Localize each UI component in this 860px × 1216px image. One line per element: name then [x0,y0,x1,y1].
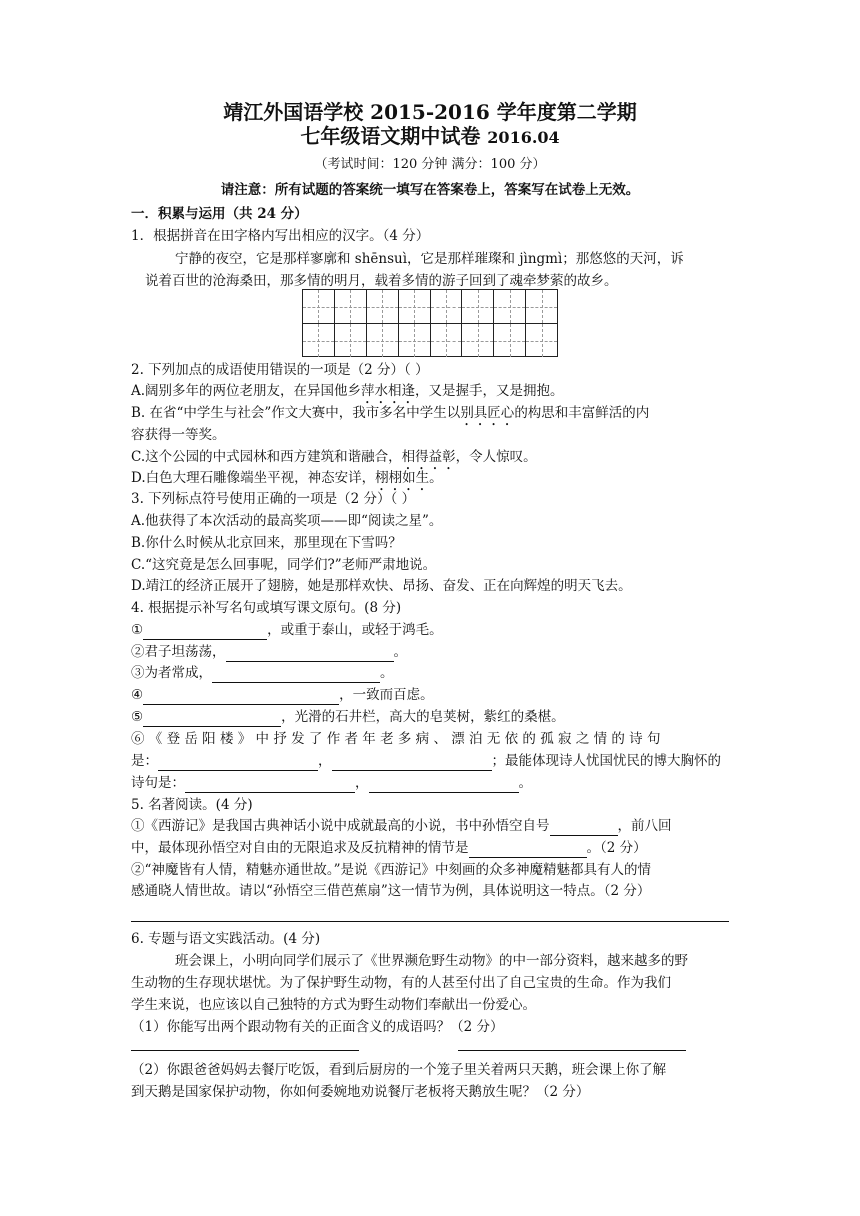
answer-blank[interactable] [143,690,339,705]
q3-prompt: 3. 下列标点符号使用正确的一项是（2 分）（ ） [131,491,416,507]
q2-prompt: 2. 下列加点的成语使用错误的一项是（2 分）（ ） [131,362,429,378]
answer-blank[interactable] [469,843,587,858]
q3-option-b: B.你什么时候从北京回来，那里现在下雪吗？ [131,535,402,551]
answer-blank[interactable] [332,756,492,771]
q6-para-line3: 学生来说，也应该以自己独特的方式为野生动物们奉献出一份爱心。 [131,997,536,1013]
q6-prompt: 6. 专题与语文实践活动。(4 分) [131,931,321,947]
q4-line7: 是： ， ；最能体现诗人忧国忧民的博大胸怀的 [131,753,721,769]
q2-c-idiom: 相得益彰 [401,449,456,465]
exam-title-text: 七年级语文期中试卷 [300,124,481,148]
q2-option-b: B. 在省“中学生与社会”作文大赛中，我市多名中学生以别具匠心的构思和丰富鲜活的内 [131,405,650,421]
q5-line3: ②“神魔皆有人情，精魅亦通世故。”是说《西游记》中刻画的众多神魔精魅都具有人的情 [131,862,652,878]
q3-option-d: D.靖江的经济正展开了翅膀，她是那样欢快、昂扬、奋发、正在向辉煌的明天飞去。 [131,578,632,594]
q1-prompt: 1．根据拼音在田字格内写出相应的汉字。（4 分） [131,228,430,244]
exam-date: 2016.04 [487,128,560,147]
exam-notice: 请注意：所有试题的答案统一填写在答案卷上，答案写在试卷上无效。 [220,182,640,198]
q6-sub2-line2: 到天鹅是国家保护动物，你如何委婉地劝说餐厅老板将天鹅放生呢？（2 分） [131,1084,590,1100]
q2-option-d: D.白色大理石雕像端坐平视，神态安详，栩栩如生。 [131,470,443,486]
q4-line5: ⑤ ，光滑的石井栏，高大的皂荚树，紫红的桑椹。 [131,709,565,725]
section-heading: 一．积累与运用（共 24 分） [131,206,308,222]
q3-option-c: C.“这究竟是怎么回事呢，同学们?”老师严肃地说。 [131,557,437,573]
q1-text-line2: 说着百世的沧海桑田，那多情的明月，载着多情的游子回到了魂牵梦萦的故乡。 [145,273,618,289]
q6-sub1: （1）你能写出两个跟动物有关的正面含义的成语吗？（2 分） [131,1019,504,1035]
answer-line[interactable] [131,1050,359,1051]
exam-info: （考试时间：120 分钟 满分：100 分） [314,157,546,172]
q2-option-c: C.这个公园的中式园林和西方建筑和谐融合，相得益彰，令人惊叹。 [131,449,537,465]
q2-option-b-cont: 容获得一等奖。 [131,427,226,443]
answer-blank[interactable] [212,668,380,683]
q2-option-a: A.阔别多年的两位老朋友，在异国他乡萍水相逢，又是握手，又是拥抱。 [131,383,564,399]
q2-a-idiom: 萍水相逢 [361,383,416,399]
exam-title-line1: 靖江外国语学校 2015-2016 学年度第二学期 [223,100,637,124]
q2-d-idiom: 栩栩如生 [375,470,430,486]
answer-blank[interactable] [369,778,519,793]
answer-blank[interactable] [185,778,355,793]
q2-b-idiom: 别具匠心 [460,405,515,421]
answer-line[interactable] [458,1050,686,1051]
answer-line[interactable] [131,921,729,922]
q6-para-line1: 班会课上，小明向同学们展示了《世界濒危野生动物》的中一部分资料，越来越多的野 [175,953,688,969]
tianzi-grid[interactable] [302,289,558,357]
q4-line6: ⑥ 《 登 岳 阳 楼 》 中 抒 发 了 作 者 年 老 多 病 、 漂 泊 无 依 的 孤 寂 之 情 的 诗 句 [131,731,661,747]
q4-line4: ④ ，一致而百虑。 [131,687,434,703]
q6-para-line2: 生动物的生存现状堪忧。为了保护野生动物，有的人甚至付出了自己宝贵的生命。作为我们 [131,975,671,991]
q4-line1: ① ，或重于泰山，或轻于鸿毛。 [131,622,443,638]
answer-blank[interactable] [143,625,267,640]
q5-line1: ①《西游记》是我国古典神话小说中成就最高的小说，书中孙悟空自号 ，前八回 [131,818,672,834]
q4-line2: ②君子坦荡荡， 。 [131,644,407,660]
q4-line8: 诗句是： ， 。 [131,775,532,791]
q4-prompt: 4. 根据提示补写名句或填写课文原句。(8 分) [131,600,402,616]
q6-sub2-line1: （2）你跟爸爸妈妈去餐厅吃饭，看到后厨房的一个笼子里关着两只天鹅，班会课上你了解 [131,1062,667,1078]
answer-blank[interactable] [158,756,318,771]
exam-title-line2 [0,124,860,150]
q3-option-a: A.他获得了本次活动的最高奖项——即“阅读之星”。 [131,513,443,529]
answer-blank[interactable] [550,821,618,836]
q5-line2: 中，最体现孙悟空对自由的无限追求及反抗精神的情节是 。（2 分） [131,840,647,856]
answer-blank[interactable] [143,712,281,727]
answer-blank[interactable] [226,647,394,662]
q4-line3: ③为者常成， 。 [131,665,394,681]
q1-text-line1: 宁静的夜空，它是那样寥廓和 shēnsuì，它是那样璀璨和 jìngmì；那悠悠的天河，诉 [175,251,684,267]
q5-prompt: 5. 名著阅读。(4 分) [131,797,253,813]
q5-line4: 感通晓人情世故。请以“孙悟空三借芭蕉扇”这一情节为例，具体说明这一特点。（2 分） [131,883,651,899]
